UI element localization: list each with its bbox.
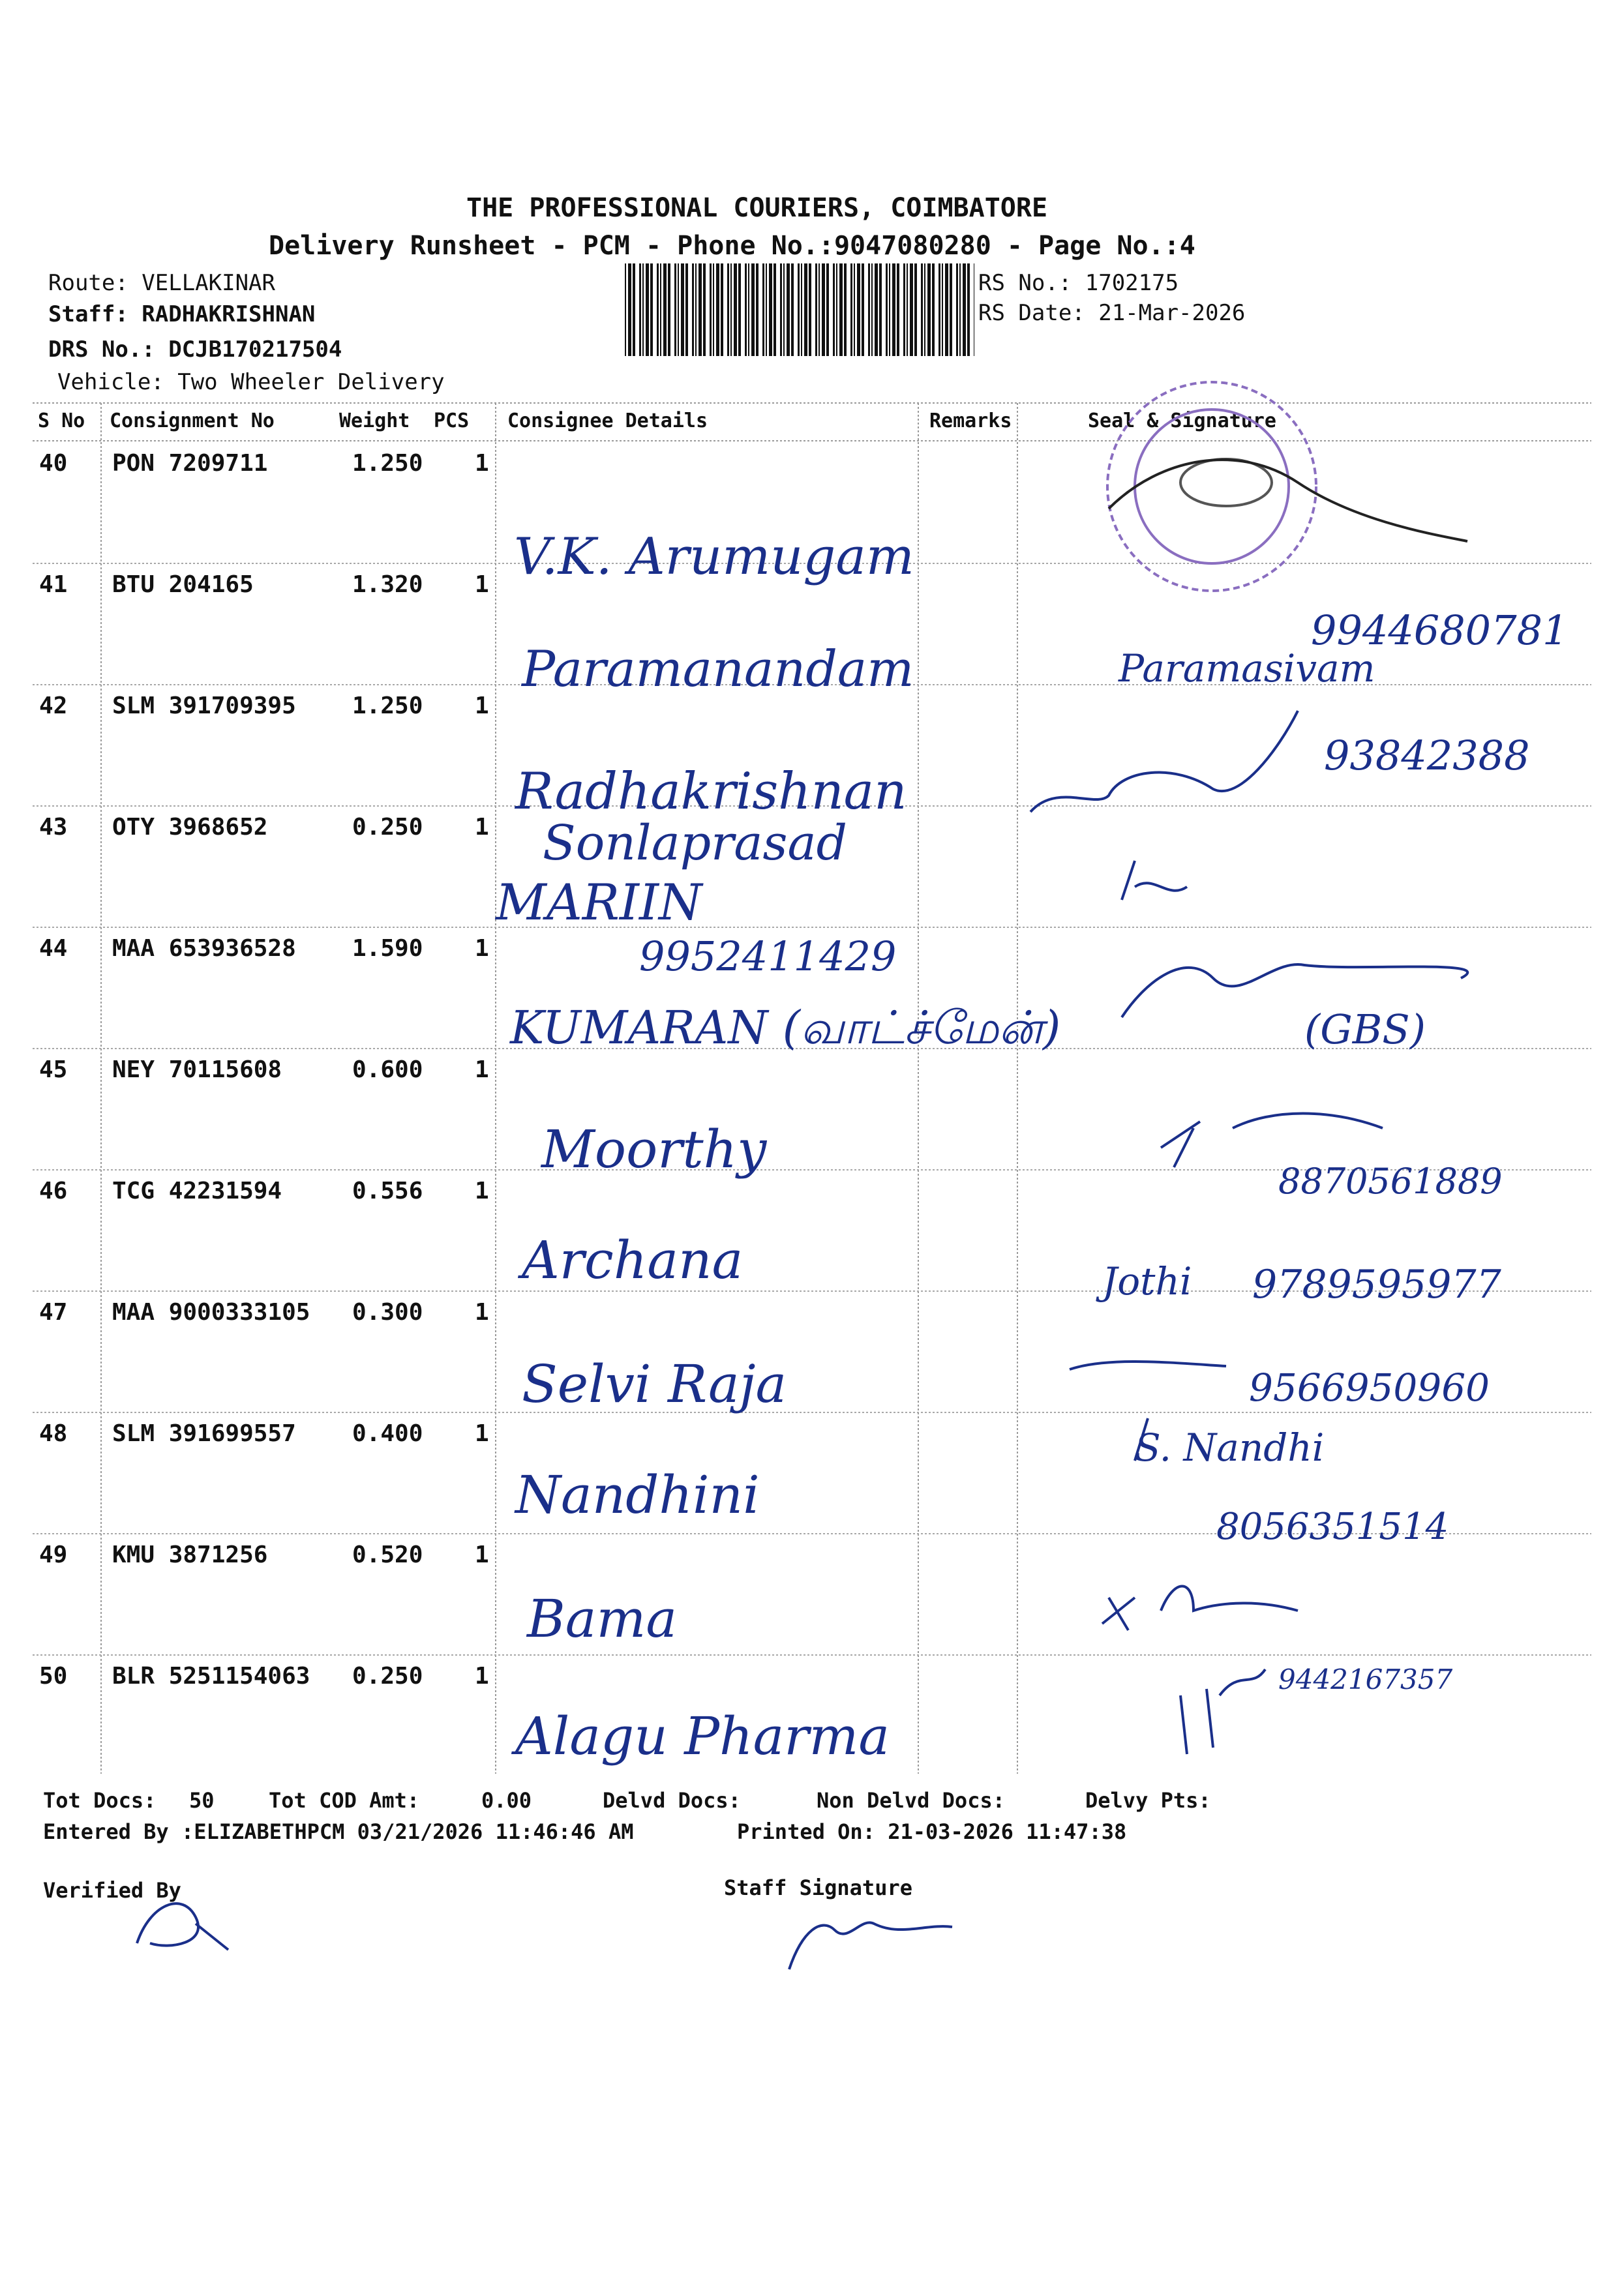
entered-by: Entered By :ELIZABETHPCM 03/21/2026 11:46:46 AM: [43, 1819, 634, 1844]
delvd-docs-label: Delvd Docs:: [603, 1788, 741, 1813]
tot-docs-label: Tot Docs:: [43, 1788, 157, 1813]
rs-date: RS Date: 21-Mar-2026: [978, 300, 1246, 326]
barcode: [625, 263, 974, 356]
row-sno: 49: [39, 1542, 68, 1568]
signature-name: Jothi: [1102, 1259, 1192, 1304]
col-consignment: Consignment No: [110, 410, 275, 432]
phone-number: 9566950960: [1249, 1365, 1490, 1410]
row-pcs: 1: [475, 571, 489, 598]
row-pcs: 1: [475, 450, 489, 477]
row-weight: 0.600: [352, 1056, 423, 1083]
row-sno: 43: [39, 814, 68, 841]
row-pcs: 1: [475, 814, 489, 841]
row-consignment: PON 7209711: [112, 450, 268, 477]
consignee-name: V.K. Arumugam: [514, 528, 914, 586]
row-sno: 44: [39, 935, 68, 962]
verified-signature: [137, 1903, 228, 1950]
row-weight: 0.400: [352, 1420, 423, 1447]
consignee-name: Archana: [522, 1230, 743, 1290]
row-weight: 0.250: [352, 1663, 423, 1690]
consignee-name: Nandhini: [515, 1465, 760, 1525]
tot-cod-value: 0.00: [481, 1788, 532, 1813]
col-consignee: Consignee Details: [507, 410, 708, 432]
signature-name: Paramasivam: [1119, 646, 1375, 691]
phone-number: 8056351514: [1216, 1506, 1449, 1548]
consignee-name: Radhakrishnan: [515, 762, 907, 821]
row-consignment: MAA 653936528: [112, 935, 296, 962]
staff-label: Staff: RADHAKRISHNAN: [48, 301, 316, 327]
runsheet-subtitle: Delivery Runsheet - PCM - Phone No.:9047080280 - Page No.:4: [269, 231, 1195, 261]
row-pcs: 1: [475, 1542, 489, 1568]
phone-number: 93842388: [1324, 732, 1530, 779]
delvy-pts-label: Delvy Pts:: [1085, 1788, 1211, 1813]
consignee-name: Sonlaprasad: [543, 815, 848, 871]
row-consignment: OTY 3968652: [112, 814, 268, 841]
signature-name: S. Nandhi: [1135, 1425, 1325, 1470]
row-pcs: 1: [475, 693, 489, 719]
rs-number: RS No.: 1702175: [978, 270, 1179, 296]
phone-number: 9944680781: [1311, 606, 1569, 654]
row-pcs: 1: [475, 1420, 489, 1447]
non-delvd-docs-label: Non Delvd Docs:: [817, 1788, 1005, 1813]
row-consignment: BLR 5251154063: [112, 1663, 310, 1690]
row-weight: 1.320: [352, 571, 423, 598]
col-remarks: Remarks: [929, 410, 1012, 432]
drs-number: DRS No.: DCJB170217504: [48, 336, 342, 363]
row-pcs: 1: [475, 1663, 489, 1690]
row-consignment: NEY 70115608: [112, 1056, 282, 1083]
row-weight: 0.556: [352, 1178, 423, 1204]
tot-cod-label: Tot COD Amt:: [269, 1788, 420, 1813]
row-consignment: SLM 391699557: [112, 1420, 296, 1447]
printed-on: Printed On: 21-03-2026 11:47:38: [737, 1819, 1127, 1844]
row-sno: 42: [39, 693, 68, 719]
row-weight: 1.250: [352, 693, 423, 719]
row-sno: 46: [39, 1178, 68, 1204]
row-sno: 50: [39, 1663, 68, 1690]
consignee-name: Selvi Raja: [522, 1354, 787, 1414]
tot-docs-value: 50: [189, 1788, 215, 1813]
row-sno: 45: [39, 1056, 68, 1083]
row-weight: 0.520: [352, 1542, 423, 1568]
row-consignment: BTU 204165: [112, 571, 254, 598]
staff-signature-mark: [789, 1922, 952, 1969]
consignee-phone: 9952411429: [639, 932, 897, 980]
col-weight: Weight: [339, 410, 410, 432]
signature-name: (GBS): [1304, 1006, 1426, 1053]
row-consignment: SLM 391709395: [112, 693, 296, 719]
col-seal-signature: Seal & Signature: [1088, 410, 1276, 432]
phone-number: 8870561889: [1278, 1161, 1503, 1202]
row-consignment: TCG 42231594: [112, 1178, 282, 1204]
row-consignment: KMU 3871256: [112, 1542, 268, 1568]
row-weight: 0.250: [352, 814, 423, 841]
consignee-name: Bama: [527, 1588, 678, 1649]
signature-scribbles: [1030, 711, 1467, 1754]
consignee-name: Alagu Pharma: [515, 1706, 890, 1767]
staff-signature-label: Staff Signature: [724, 1875, 912, 1900]
row-pcs: 1: [475, 1299, 489, 1326]
phone-number: 9442167357: [1278, 1663, 1453, 1695]
consignee-name: MARIIN: [496, 873, 702, 931]
route-label: Route: VELLAKINAR: [48, 270, 275, 296]
row-weight: 1.590: [352, 935, 423, 962]
row-pcs: 1: [475, 1178, 489, 1204]
consignee-name: Moorthy: [541, 1119, 767, 1180]
phone-number: 9789595977: [1252, 1262, 1501, 1307]
row-sno: 48: [39, 1420, 68, 1447]
row-pcs: 1: [475, 935, 489, 962]
row-sno: 40: [39, 450, 68, 477]
row-sno: 41: [39, 571, 68, 598]
row-sno: 47: [39, 1299, 68, 1326]
row-weight: 1.250: [352, 450, 423, 477]
vehicle-label: Vehicle: Two Wheeler Delivery: [57, 369, 445, 395]
company-title: THE PROFESSIONAL COURIERS, COIMBATORE: [466, 193, 1048, 223]
row-weight: 0.300: [352, 1299, 423, 1326]
consignee-name: KUMARAN (வாட்ச்மேன்): [510, 1001, 1061, 1054]
row-pcs: 1: [475, 1056, 489, 1083]
col-pcs: PCS: [434, 410, 470, 432]
signature-stroke: [1109, 460, 1467, 541]
col-sno: S No: [38, 410, 85, 432]
row-consignment: MAA 9000333105: [112, 1299, 310, 1326]
consignee-name: Paramanandam: [522, 640, 914, 698]
verified-by-label: Verified By: [43, 1878, 181, 1903]
